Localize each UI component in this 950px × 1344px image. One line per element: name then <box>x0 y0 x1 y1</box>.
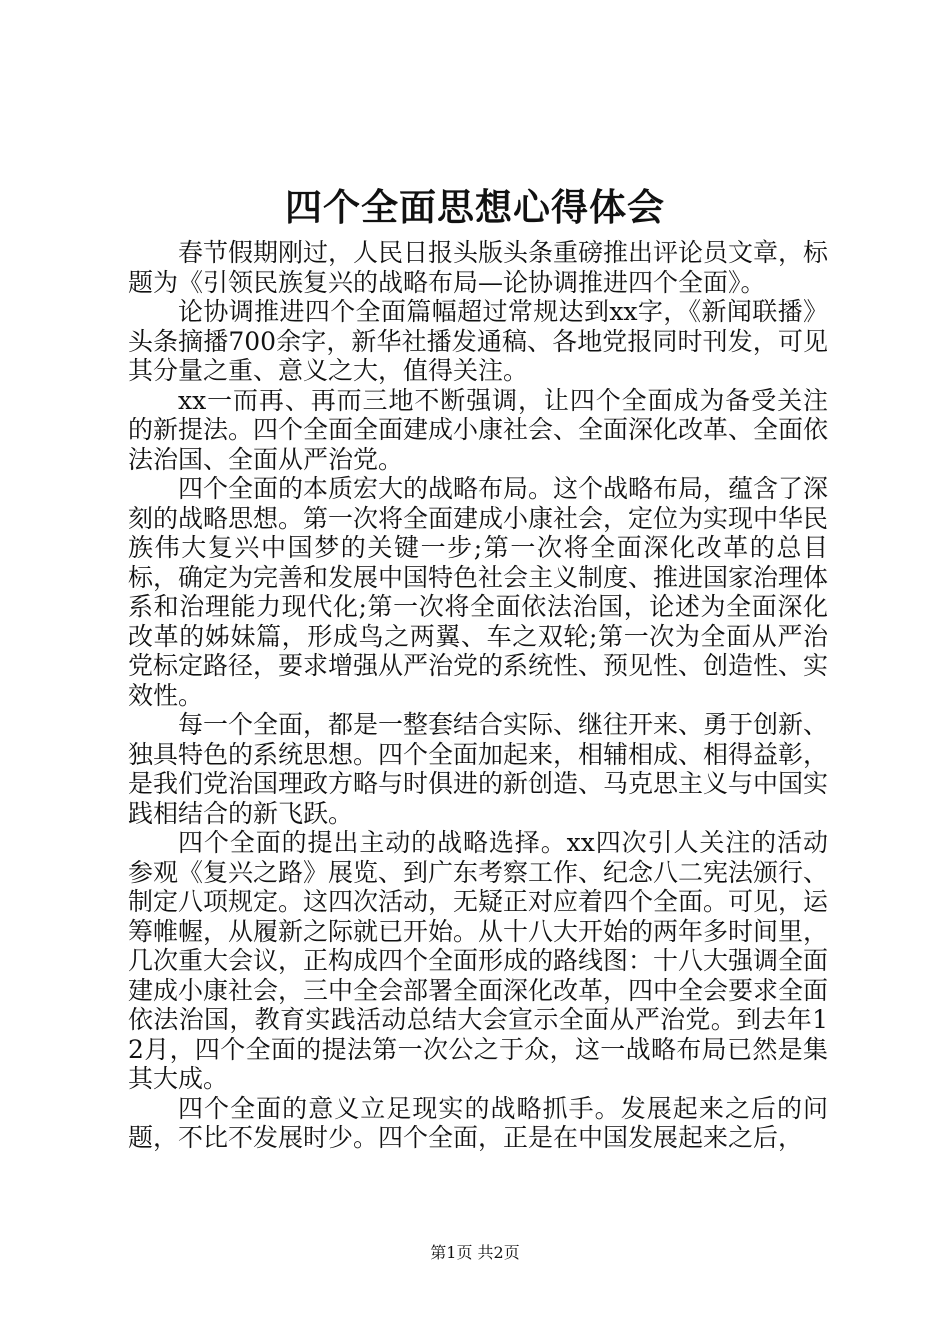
document-body <box>128 238 828 1153</box>
paragraph-2: 论协调推进四个全面篇幅超过常规达到xx字，《新闻联播》头条摘播700余字，新华社播发通稿、各地党报同时刊发，可见其分量之重、意义之大，值得关注。 <box>128 297 828 385</box>
document-title: 四个全面思想心得体会 <box>285 186 665 229</box>
paragraph-3: xx一而再、再而三地不断强调，让四个全面成为备受关注的新提法。四个全面全面建成小康社会、全面深化改革、全面依法治国、全面从严治党。 <box>128 385 829 474</box>
paragraph-6: 四个全面的提出主动的战略选择。xx四次引人关注的活动参观《复兴之路》展览、到广东考察工作、纪念八二宪法颁行、制定八项规定。这四次活动，无疑正对应着四个全面。可见，运筹帷幄，从履新之际就已开始。从十八大开始的两年多时间里，几次重大会议，正构成四个全面形成的路线图：十八大强调全面建成小康社会，三中全会部署全面深化改革，四中全会要求全面依法治国，教育实践活动总结大会宣示全面从严治党。到去年12月，四个全面的提法第一次公之于众，这一战略布局已然是集其大成。 <box>128 828 829 1093</box>
paragraph-4: 四个全面的本质宏大的战略布局。这个战略布局，蕴含了深刻的战略思想。第一次将全面建成小康社会，定位为实现中华民族伟大复兴中国梦的关键一步;第一次将全面深化改革的总目标，确定为完善和发展中国特色社会主义制度、推进国家治理体系和治理能力现代化;第一次将全面依法治国，论述为全面深化改革的姊妹篇，形成鸟之两翼、车之双轮;第一次为全面从严治党标定路径，要求增强从严治党的系统性、预见性、创造性、实效性。 <box>128 474 829 710</box>
page-footer: 第1页 共2页 <box>430 1243 520 1262</box>
paragraph-7: 四个全面的意义立足现实的战略抓手。发展起来之后的问题，不比不发展时少。四个全面，正是在中国发展起来之后， <box>128 1093 828 1152</box>
paragraph-5: 每一个全面，都是一整套结合实际、继往开来、勇于创新、独具特色的系统思想。四个全面加起来，相辅相成、相得益彰，是我们党治国理政方略与时俱进的新创造、马克思主义与中国实践相结合的新飞跃。 <box>128 710 829 828</box>
paragraph-1: 春节假期刚过，人民日报头版头条重磅推出评论员文章，标题为《引领民族复兴的战略布局—论协调推进四个全面》。 <box>128 238 829 297</box>
